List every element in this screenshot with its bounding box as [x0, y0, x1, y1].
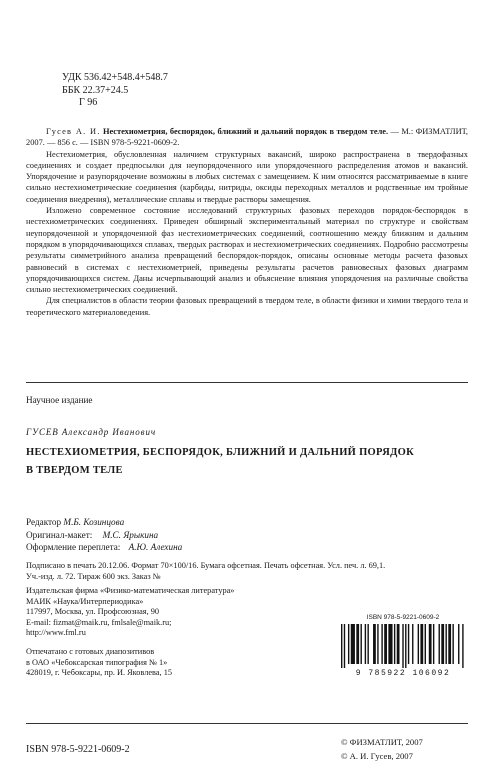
- barcode-bar: [441, 624, 444, 664]
- book-author: ГУСЕВ Александр Иванович: [26, 427, 157, 437]
- barcode-bar: [452, 624, 453, 664]
- barcode-bar: [458, 624, 459, 664]
- barcode-bar: [397, 624, 400, 664]
- publisher-line-2: МАИК «Наука/Интерпериодика»: [26, 596, 144, 606]
- print-info: [26, 560, 476, 582]
- barcode-bars: [341, 624, 465, 668]
- section-divider: [26, 382, 468, 383]
- barcode-digits: 9 785922 106092: [355, 669, 451, 678]
- barcode-bar: [433, 624, 434, 664]
- layout-name: М.С. Ярыкина: [102, 529, 159, 540]
- barcode-bar: [344, 624, 345, 668]
- barcode-bar: [373, 624, 376, 664]
- print-info-line-2: Уч.-изд. л. 72. Тираж 600 экз. Заказ №: [26, 572, 161, 581]
- editor-label: Редактор: [26, 517, 62, 527]
- printed-line-3: 428019, г. Чебоксары, пр. И. Яковлева, 15: [26, 668, 172, 678]
- layout-label: Оригинал-макет:: [26, 529, 93, 540]
- editorial-staff: [26, 516, 182, 554]
- annotation: [26, 126, 468, 318]
- barcode-bar: [365, 624, 366, 664]
- book-title: [26, 444, 456, 480]
- classification-codes: [62, 72, 168, 110]
- author-sign-code: Г 96: [79, 97, 98, 108]
- barcode-bar: [448, 624, 451, 664]
- barcode-bar: [420, 624, 423, 664]
- bbk-code: ББК 22.37+24.5: [62, 84, 129, 96]
- barcode-bar: [377, 624, 378, 664]
- barcode-bar: [356, 624, 359, 664]
- barcode-bar: [402, 624, 403, 668]
- barcode-bar: [384, 624, 387, 664]
- barcode-bar: [381, 624, 382, 664]
- printed-line-1: Отпечатано с готовых диапозитивов: [26, 647, 155, 656]
- udk-code: УДК 536.42+548.4+548.7: [62, 72, 168, 83]
- book-title-line-1: НЕСТЕХИОМЕТРИЯ, БЕСПОРЯДОК, БЛИЖНИЙ И ДАЛЬНИЙ ПОРЯДОК: [26, 447, 414, 458]
- staff-row-layout: [26, 529, 182, 542]
- bottom-divider: [26, 723, 468, 724]
- barcode-bar: [348, 624, 349, 664]
- annotation-paragraph-2: Изложено современное состояние исследований структурных фазовых переходов порядок-беспорядок в нестехиометрических соединениях. Приведен обширный экспериментальный материал по структуре и свойствам неупорядоченной и упорядоченной фаз нестехиометрических соединений, соотношению между ближним и дальним порядком в упорядочивающихся сплавах, твердых растворах и нестехиометрических соединениях. Подробно рассмотрены результаты симметрийного анализа превращений беспорядок-порядок, описаны основные методы расчета фазовых равновесий в системах с нестехиометрией, приведены результаты расчетов равновесных фазовых диаграмм упорядочивающихся систем. Даны исчерпывающий анализ и объяснение влияния упорядочения на различные свойства сильно нестехиометрических соединений.: [26, 206, 468, 295]
- annotation-paragraph-1: Нестехиометрия, обусловленная наличием структурных вакансий, широко распространена в твердофазных соединениях и создает предпосылки для неупорядоченного или упорядоченного распределения атомов и вакансий. Упорядочение и разупорядочение возможны в любых системах с замещением. К ним относятся рассматриваемые в книге сильно нестехиометрические соединения (карбиды, нитриды, оксиды переходных металлов и родственные им тройные соединения внедрения), металлические сплавы и твердые растворы замещения.: [26, 149, 468, 204]
- book-title-line-2: В ТВЕРДОМ ТЕЛЕ: [26, 465, 123, 476]
- isbn-bottom: ISBN 978-5-9221-0609-2: [26, 744, 130, 755]
- isbn-barcode: [337, 614, 469, 679]
- annotation-paragraph-3: Для специалистов в области теории фазовых превращений в твердом теле, в области физики и химии твердого тела и теоретического материаловедения.: [26, 296, 468, 317]
- barcode-bar: [388, 624, 392, 664]
- barcode-bar: [439, 624, 440, 664]
- annotation-title: Нестехиометрия, беспорядок, ближний и дальний порядок в твердом теле.: [102, 127, 389, 136]
- annotation-imprint: — М.: ФИЗМАТЛИТ, 2007. — 856 с. — ISBN 978-5-9221-0609-2.: [26, 127, 469, 148]
- barcode-bar: [408, 624, 409, 664]
- print-info-line-1: Подписано в печать 20.12.06. Формат 70×100/16. Бумага офсетная. Печать офсетная. Усл. печ. л. 69,1.: [26, 561, 386, 570]
- barcode-bar: [341, 624, 342, 668]
- barcode-bar: [412, 624, 413, 664]
- staff-row-cover: [26, 541, 182, 554]
- barcode-bar: [367, 624, 368, 664]
- barcode-bar: [351, 624, 355, 664]
- barcode-bar: [429, 624, 432, 664]
- barcode-bar: [425, 624, 426, 664]
- printing-house-info: [26, 647, 172, 679]
- barcode-bar: [445, 624, 446, 664]
- printed-line-2: в ОАО «Чебоксарская типография № 1»: [26, 657, 168, 667]
- publisher-website: http://www.fml.ru: [26, 628, 86, 638]
- publisher-line-1: Издательская фирма «Физико-математическая литература»: [26, 586, 235, 595]
- cover-label: Оформление переплета:: [26, 542, 121, 552]
- copyright-publisher: © ФИЗМАТЛИТ, 2007: [341, 737, 423, 747]
- publisher-email: E-mail: fizmat@maik.ru, fmlsale@maik.ru;: [26, 617, 172, 627]
- barcode-bar: [418, 624, 419, 664]
- bibliographic-entry: [26, 126, 468, 149]
- publisher-info: [26, 586, 234, 639]
- editor-name: М.Б. Козинцова: [63, 517, 125, 527]
- barcode-bar: [462, 624, 463, 668]
- barcode-isbn-label: ISBN 978-5-9221-0609-2: [366, 614, 440, 621]
- barcode-bar: [394, 624, 395, 664]
- edition-type: Научное издание: [26, 395, 93, 405]
- copyright-author: © А. И. Гусев, 2007: [341, 751, 413, 761]
- barcode-bar: [405, 624, 406, 668]
- cover-name: А.Ю. Алехина: [128, 542, 183, 552]
- staff-row-editor: [26, 516, 182, 529]
- annotation-author: Гусев А. И.: [46, 127, 101, 136]
- publisher-line-3: 117997, Москва, ул. Профсоюзная, 90: [26, 607, 160, 617]
- barcode-bar: [361, 624, 362, 664]
